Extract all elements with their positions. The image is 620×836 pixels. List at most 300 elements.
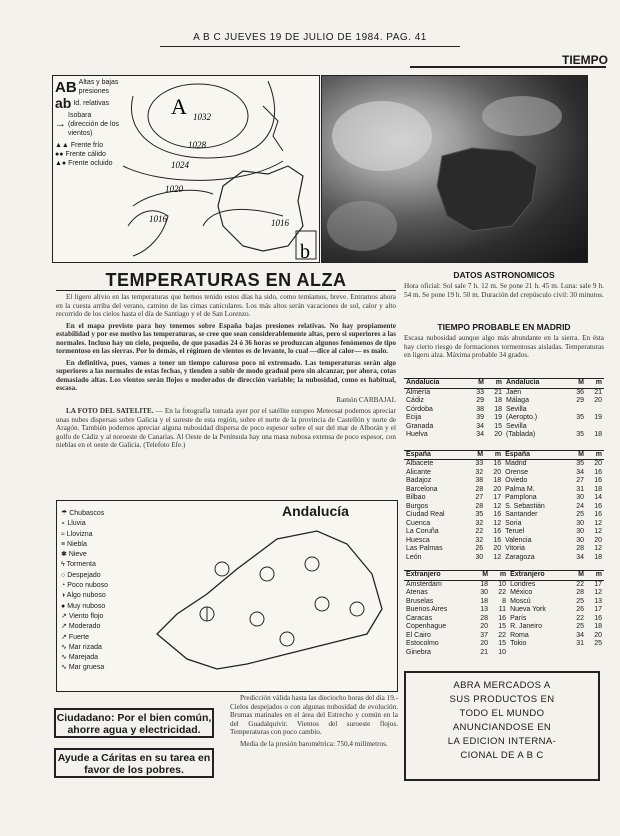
- table-header-cell: M: [568, 450, 586, 460]
- table-cell: 15: [494, 422, 502, 430]
- table-cell: Orense: [505, 468, 529, 476]
- table-cell: 36: [576, 388, 584, 396]
- isobar-label: 1016: [149, 214, 167, 224]
- table-cell: 18: [480, 580, 489, 588]
- table-cell: 18: [594, 431, 602, 438]
- ad-box: [404, 671, 600, 781]
- table-cell: 30: [576, 519, 584, 527]
- forecast-text: [230, 694, 398, 748]
- table-cell: 18: [594, 485, 602, 493]
- table-cell: 16: [493, 528, 502, 535]
- table-cell: [508, 649, 568, 658]
- table-cell: 25: [576, 511, 584, 518]
- table-cell: 30: [576, 528, 584, 535]
- table-header-cell: M: [468, 379, 486, 389]
- table-cell: 25: [576, 623, 584, 630]
- table-cell: 16: [594, 502, 602, 510]
- table-espana: [404, 450, 604, 563]
- table-row: [404, 406, 604, 415]
- table-row: [404, 494, 604, 503]
- satellite-caption: [56, 407, 396, 450]
- table-cell: 28: [475, 502, 484, 510]
- table-cell: 17: [594, 606, 602, 613]
- table-cell: 16: [594, 468, 602, 476]
- legend-item: [61, 643, 141, 653]
- legend-item: [61, 530, 141, 540]
- legend-item: [61, 612, 141, 622]
- isobar-label: 1028: [188, 140, 206, 150]
- table-cell: 31: [576, 640, 584, 647]
- table-cell: 12: [493, 553, 502, 561]
- table-cell: 19: [494, 414, 502, 421]
- table-cell: Zaragoza: [505, 553, 535, 561]
- cloud-mass: [482, 96, 562, 136]
- table-cell: 18: [594, 553, 602, 561]
- table-cell: Vitoria: [505, 545, 525, 552]
- table-header-cell: Extranjero: [508, 571, 568, 581]
- table-row: [404, 632, 604, 641]
- table-cell: 35: [576, 431, 584, 438]
- table-cell: Cuenca: [406, 519, 431, 527]
- table-cell: 31: [576, 485, 584, 493]
- article-paragraph: El ligero alivio en las temperaturas que hemos tenido estos días ha sido, como temíamos, breve. Entramos ahora en la cuesta arriba del verano, camino de las cimas caniculares. Los más altos serán vacaciones de sol, calor y alto recorrido de los cielos hasta el día de Santiago y el de San Lorenzo.: [56, 293, 396, 318]
- legend-item: [61, 591, 141, 601]
- legend-item: [61, 550, 141, 560]
- legend-symbol: AB: [55, 78, 77, 96]
- occluded-front-icon: ▲●: [55, 160, 67, 167]
- table-cell: 22: [475, 528, 484, 535]
- table-row: [404, 423, 604, 432]
- table-cell: 37: [480, 631, 489, 639]
- table-cell: 29: [576, 397, 584, 404]
- table-cell: 39: [476, 414, 484, 421]
- cloud-mass: [327, 201, 397, 251]
- headline: TEMPERATURAS EN ALZA: [105, 270, 347, 290]
- table-cell: Las Palmas: [406, 545, 443, 552]
- legend-item: [61, 540, 141, 550]
- weather-map: [52, 75, 320, 263]
- table-cell: Bruselas: [406, 597, 434, 605]
- weather-symbol-icon: ○: [61, 571, 68, 579]
- table-cell: 20: [494, 431, 502, 438]
- legend-label: Moderado: [68, 623, 101, 631]
- table-header-row: [404, 379, 604, 389]
- table-row: [404, 388, 604, 397]
- table-cell: [586, 649, 604, 658]
- article-paragraph: En definitiva, pues, vamos a tener un tiempo caluroso poco ni extremado. Las temperaturas serán algo superiores a las normales de estas fechas, y tienden a subir de modo gradual pero sin alcanzar, por ahora, cotas demasiado altas. Los vientos serán flojos o moderados de dirección variable; la nubosidad, como es habitual, escasa.: [56, 358, 396, 392]
- table-cell: 22: [498, 589, 507, 596]
- table-cell: 30: [576, 536, 584, 544]
- isobar-1024: [123, 161, 283, 180]
- table-header-cell: M: [472, 571, 490, 581]
- table-cell: 20: [594, 397, 602, 404]
- table-cell: [586, 423, 604, 432]
- table-cell: 20: [594, 536, 602, 544]
- legend-label: Despejado: [67, 571, 101, 579]
- table-cell: 38: [475, 477, 484, 484]
- legend-item: [61, 602, 141, 612]
- table-header-cell: Andalucía: [404, 379, 468, 389]
- table-header-cell: m: [586, 379, 604, 389]
- satellite-photo: [321, 75, 588, 263]
- table-cell: R. Janeiro: [510, 623, 542, 630]
- temperature-tables: [404, 378, 604, 657]
- table-row: [404, 606, 604, 615]
- table-row: [404, 486, 604, 495]
- legend-text: Isobara (dirección de los vientos): [68, 112, 119, 137]
- table-cell: Sevilla: [506, 422, 527, 430]
- caption-lead: LA FOTO DEL SATELITE.: [66, 407, 154, 415]
- france-coastline: [263, 106, 283, 151]
- warm-front-icon: ●●: [55, 151, 64, 158]
- table-cell: 18: [480, 597, 489, 605]
- legend-label: Chubascos: [69, 510, 105, 517]
- table-row: [404, 414, 604, 423]
- headline-rule: [56, 290, 396, 291]
- table-cell: 10: [498, 648, 507, 656]
- ad-line: CIONAL DE A B C: [460, 750, 544, 761]
- legend-label: Nieve: [68, 551, 87, 559]
- table-cell: Burgos: [406, 502, 429, 510]
- table-row: [404, 460, 604, 469]
- table-cell: Roma: [510, 631, 529, 639]
- legend-item: [61, 571, 141, 581]
- table-cell: 25: [576, 597, 584, 605]
- astro-text: Hora oficial: Sol sale 7 h. 12 m. Se pone 21 h. 45 m. Luna: sale 9 h. 54 m. Se pone 19 h. 50 m. Duración del crepúsculo civil: 30 minutos.: [404, 282, 604, 299]
- table-cell: 15: [498, 623, 507, 630]
- table-cell: 22: [498, 631, 507, 639]
- pressure-paragraph: Media de la presión barométrica: 750,4 milímetros.: [240, 739, 388, 748]
- table-cell: Albacete: [406, 460, 434, 467]
- table-cell: Caracas: [406, 614, 433, 622]
- table-cell: Atenas: [406, 589, 428, 596]
- table-cell: Madrid: [505, 460, 527, 467]
- table-cell: [568, 423, 586, 432]
- table-cell: 38: [476, 405, 484, 413]
- table-cell: 17: [594, 580, 602, 588]
- legend-label: Llovizna: [66, 530, 93, 538]
- table-cell: 16: [594, 614, 602, 622]
- table-header-row: [404, 571, 604, 581]
- weather-symbol-icon: ϟ: [61, 561, 67, 569]
- weather-symbol-icon: ≈: [61, 530, 67, 538]
- legend-symbol: ab: [55, 95, 72, 111]
- legend-label: Algo nuboso: [66, 592, 106, 600]
- ad-line: LA EDICION INTERNA-: [447, 736, 557, 747]
- table-cell: 19: [594, 414, 602, 421]
- table-header-cell: m: [490, 571, 508, 581]
- weather-symbol-icon: ↗: [61, 633, 69, 641]
- legend-item: [61, 622, 141, 632]
- table-cell: Palma M.: [505, 485, 535, 493]
- table-cell: Buenos Aires: [406, 606, 448, 613]
- table-cell: 33: [475, 460, 484, 467]
- table-cell: 30: [480, 589, 489, 596]
- table-cell: 15: [498, 640, 507, 647]
- table-header-row: [404, 450, 604, 460]
- cloud-mass: [332, 101, 432, 171]
- table-row: [404, 511, 604, 520]
- legend-label: Muy nuboso: [67, 602, 106, 610]
- legend-text: Frente ocluido: [68, 160, 113, 167]
- table-row: [404, 477, 604, 486]
- weather-symbol-icon: ∘: [61, 520, 68, 528]
- cold-front-icon: ▲▲: [55, 142, 69, 149]
- table-cell: Ecija: [406, 414, 422, 421]
- table-cell: 16: [493, 536, 502, 544]
- table-cell: 33: [476, 388, 484, 396]
- table-header-cell: Extranjero: [404, 571, 472, 581]
- table-row: [404, 503, 604, 512]
- table-cell: 8: [502, 597, 507, 605]
- table-cell: 22: [576, 580, 584, 588]
- table-cell: 35: [576, 414, 584, 421]
- table-cell: 18: [594, 623, 602, 630]
- table-row: [404, 615, 604, 624]
- article-body: [56, 293, 396, 450]
- table-cell: 30: [576, 494, 584, 501]
- table-row: [404, 537, 604, 546]
- table-cell: México: [510, 589, 533, 596]
- table-cell: Santander: [505, 511, 538, 518]
- table-cell: 20: [480, 623, 489, 630]
- table-cell: Badajoz: [406, 477, 432, 484]
- table-cell: 13: [480, 606, 489, 613]
- astro-title: DATOS ASTRONOMICOS: [453, 270, 555, 280]
- table-cell: 28: [475, 485, 484, 493]
- table-cell: 25: [594, 640, 602, 647]
- legend-item: [61, 519, 141, 529]
- legend-text: Id. relativas: [73, 100, 110, 107]
- madrid-title: TIEMPO PROBABLE EN MADRID: [437, 322, 571, 332]
- table-cell: 17: [493, 494, 502, 501]
- legend-item: [61, 663, 141, 673]
- table-cell: [568, 406, 586, 415]
- table-cell: Ciudad Real: [406, 511, 445, 518]
- andalucia-map-legend: [61, 509, 141, 674]
- table-cell: 20: [480, 640, 489, 647]
- table-cell: 22: [576, 614, 584, 622]
- table-cell: 20: [493, 545, 502, 552]
- table-cell: 34: [576, 553, 584, 561]
- table-cell: 16: [498, 614, 507, 622]
- table-cell: 21: [494, 388, 502, 396]
- table-cell: 28: [576, 545, 584, 552]
- table-cell: 21: [480, 648, 489, 656]
- legend-item: [61, 509, 141, 519]
- table-cell: 34: [576, 468, 584, 476]
- forecast-paragraph: Predicción válida hasta las dieciocho horas del día 19.- Cielos despejados o con algunas nubosidad de evolución. Brumas matinales en el área del Estrecho y común en la del Guadalquivir. Vientos del suroeste flojos. Temperaturas con poco cambio.: [230, 694, 398, 736]
- table-cell: Londres: [510, 580, 536, 588]
- table-cell: Almería: [406, 388, 431, 396]
- table-cell: S. Sebastián: [505, 502, 545, 510]
- legend-text: Frente cálido: [65, 151, 106, 158]
- legend-label: Lluvia: [67, 520, 86, 528]
- table-cell: [586, 406, 604, 415]
- table-andalucia: [404, 378, 604, 440]
- table-cell: 16: [594, 477, 602, 484]
- legend-label: Poco nuboso: [67, 582, 109, 590]
- table-row: [404, 580, 604, 589]
- table-cell: [568, 649, 586, 658]
- table-header-cell: m: [586, 571, 604, 581]
- table-cell: 34: [476, 431, 484, 438]
- table-row: [404, 589, 604, 598]
- table-cell: Córdoba: [406, 405, 433, 413]
- ad-line: SUS PRODUCTOS EN: [449, 694, 555, 705]
- isobar-label: 1020: [165, 184, 183, 194]
- table-cell: Ginebra: [406, 648, 431, 656]
- isobar-map-svg: [53, 76, 319, 262]
- page-header: A B C JUEVES 19 DE JULIO DE 1984. PAG. 41: [193, 32, 427, 43]
- table-header-cell: Andalucía: [504, 379, 568, 389]
- table-header-cell: m: [586, 450, 604, 460]
- table-cell: Moscú: [510, 597, 531, 605]
- article-paragraph: En el mapa previsto para hoy tenemos sobre España bajas presiones relativas. No hay propiamente estabilidad y por ese motivo las temperaturas, se cree que sean considerablemente altas, pero si superiores a las normales. Incluso hay un cielo, pequeño, de que pasadas 24 ó 36 horas se produzcan algunos fenómenos de tipo tormentoso en las sierras. Por lo demás, el régimen de vientos es de levante, lo cual —dice al calor— es malo.: [56, 321, 396, 355]
- weather-symbol-icon: ≡: [61, 540, 68, 548]
- table-cell: 32: [475, 536, 484, 544]
- table-cell: El Cairo: [406, 631, 431, 639]
- table-cell: 18: [493, 477, 502, 484]
- table-cell: Pamplona: [505, 494, 537, 501]
- table-cell: 26: [576, 606, 584, 613]
- weather-symbol-icon: ∿: [61, 643, 69, 651]
- table-row: [404, 431, 604, 440]
- weather-symbol-icon: ✱: [61, 551, 69, 559]
- arrow-icon: →: [55, 118, 66, 130]
- table-cell: 34: [576, 631, 584, 639]
- table-cell: Bilbao: [406, 494, 426, 501]
- table-cell: Jaén: [506, 388, 522, 396]
- table-row: [404, 397, 604, 406]
- table-cell: 20: [594, 460, 602, 467]
- table-cell: Oviedo: [505, 477, 528, 484]
- table-header-cell: España: [503, 450, 568, 460]
- campaign-caritas-box: Ayude a Cáritas en su tarea en favor de los pobres.: [54, 748, 214, 778]
- legend-label: Viento flojo: [68, 612, 104, 620]
- table-cell: Huesca: [406, 536, 430, 544]
- table-cell: 18: [494, 405, 502, 413]
- table-cell: 20: [594, 631, 602, 639]
- table-cell: Huelva: [406, 431, 428, 438]
- table-cell: Teruel: [505, 528, 525, 535]
- table-cell: 27: [475, 494, 484, 501]
- legend-label: Tormenta: [66, 561, 96, 569]
- table-cell: Sevilla: [506, 405, 527, 413]
- table-cell: 13: [594, 597, 602, 605]
- ad-lines: [406, 679, 598, 763]
- andalucia-map: [56, 500, 398, 692]
- table-cell: Granada: [406, 422, 434, 430]
- table-cell: Tokio: [510, 640, 527, 647]
- table-cell: 28: [480, 614, 489, 622]
- table-row: [404, 545, 604, 554]
- section-label: TIEMPO: [561, 53, 608, 67]
- table-cell: 12: [594, 519, 602, 527]
- weather-symbol-icon: ☂: [61, 510, 70, 517]
- weather-symbol-icon: ◑: [61, 592, 67, 600]
- article-author: Ramón CARBAJAL: [336, 395, 396, 404]
- table-cell: 29: [476, 397, 484, 404]
- table-extranjero: [404, 570, 604, 657]
- table-cell: 32: [475, 519, 484, 527]
- low-pressure-label: b: [300, 241, 310, 262]
- iberian-landmass: [437, 148, 537, 231]
- table-cell: 11: [498, 606, 507, 613]
- table-cell: Málaga: [506, 397, 529, 404]
- andalucia-map-title: Andalucía: [282, 503, 349, 519]
- campaign-water-box: Ciudadano: Por el bien común, ahorre agua y electricidad.: [54, 708, 214, 738]
- isobar-label: 1032: [193, 112, 211, 122]
- table-cell: 21: [594, 388, 602, 396]
- weather-symbol-icon: ↗: [61, 612, 69, 620]
- table-cell: Barcelona: [406, 485, 438, 493]
- table-cell: París: [510, 614, 527, 622]
- legend-item: [61, 581, 141, 591]
- legend-label: Mar gruesa: [68, 664, 105, 672]
- table-header-cell: M: [467, 450, 485, 460]
- andalucia-shape-svg: [147, 519, 392, 689]
- table-row: [404, 640, 604, 649]
- caption-text: — En la fotografía tomada ayer por el satélite europeo Meteosat podemos apreciar unas nubes dispersas sobre Galicia y el sureste de esta región, sobre el norte de la provincia de Castellón y norte de Aragón. También podemos apreciar alguna nubosidad dispersa de poco espesor sobre el sur del mar de Alborán y el golfo de Cádiz y al noroeste de Canarias. Al Oeste de la Península hay una masa nubosa extensa de poco espesor, con nieblas en el oeste de Galicia. (Telefoto Efe.): [56, 407, 397, 449]
- legend-label: Mar rizada: [68, 643, 102, 651]
- table-cell: 18: [494, 397, 502, 404]
- table-header-cell: M: [568, 571, 586, 581]
- andalucia-outline: [157, 531, 382, 669]
- table-row: [404, 528, 604, 537]
- table-cell: 32: [475, 468, 484, 476]
- legend-item: [61, 653, 141, 663]
- table-cell: Copenhague: [406, 623, 447, 630]
- table-cell: 10: [498, 580, 507, 588]
- legend-text: Altas y bajas presiones: [78, 79, 119, 95]
- table-cell: Cádiz: [406, 397, 424, 404]
- legend-item: [61, 560, 141, 570]
- table-cell: 12: [594, 528, 602, 535]
- table-cell: 16: [594, 511, 602, 518]
- table-cell: 12: [493, 519, 502, 527]
- weather-symbol-icon: ↗: [61, 623, 69, 631]
- table-cell: 34: [476, 422, 484, 430]
- legend-label: Marejada: [68, 654, 98, 662]
- high-pressure-label: A: [171, 94, 187, 119]
- table-cell: 12: [594, 545, 602, 552]
- table-row: [404, 554, 604, 563]
- legend-label: Niebla: [67, 540, 87, 548]
- ad-line: ANUNCIANDOSE EN: [452, 722, 552, 733]
- table-header-cell: M: [568, 379, 586, 389]
- table-cell: 16: [493, 511, 502, 518]
- table-cell: 28: [576, 589, 584, 596]
- table-cell: 24: [576, 502, 584, 510]
- table-header-cell: España: [404, 450, 467, 460]
- table-cell: 14: [594, 494, 602, 501]
- table-cell: (Tablada): [506, 431, 536, 438]
- table-cell: 20: [493, 468, 502, 476]
- ad-line: TODO EL MUNDO: [459, 708, 545, 719]
- satellite-clouds-svg: [322, 76, 587, 262]
- legend-item: [61, 633, 141, 643]
- table-row: [404, 649, 604, 658]
- table-cell: 35: [475, 511, 484, 518]
- table-cell: 12: [493, 502, 502, 510]
- table-cell: Amsterdam: [406, 580, 442, 588]
- table-row: [404, 469, 604, 478]
- legend-text: Frente frío: [70, 142, 104, 149]
- table-header-cell: m: [486, 379, 504, 389]
- weather-symbols: [200, 557, 364, 646]
- table-cell: 30: [475, 553, 484, 561]
